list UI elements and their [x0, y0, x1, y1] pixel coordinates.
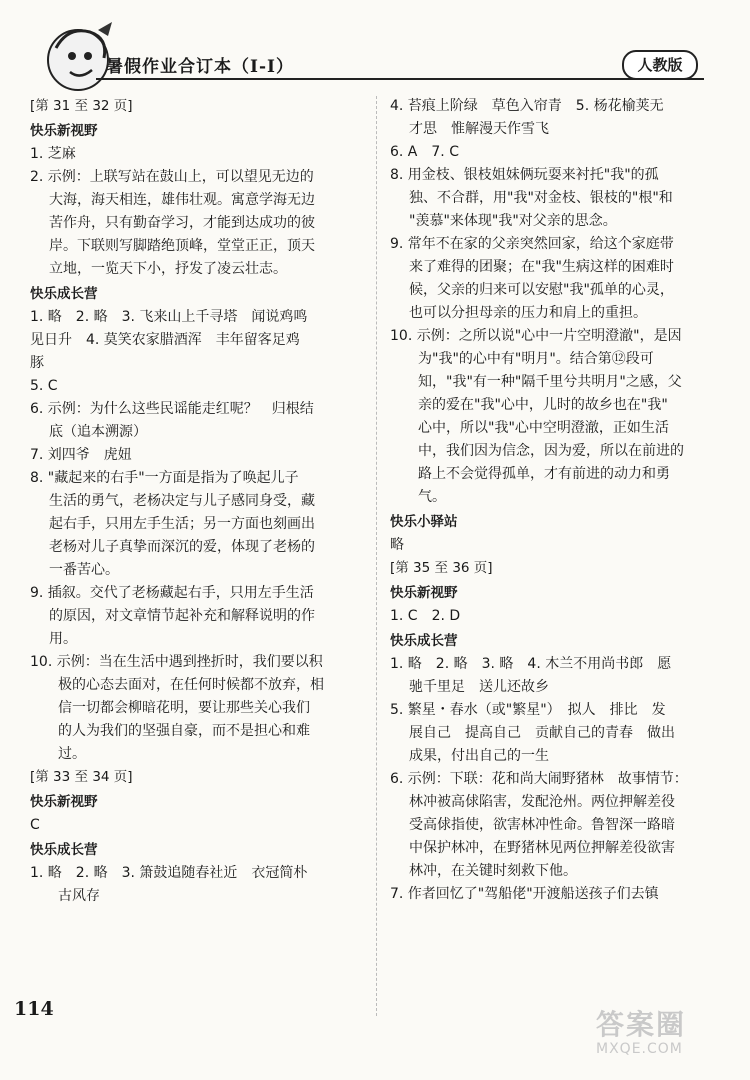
answer-line: 苦作舟，只有勤奋学习，才能到达成功的彼	[49, 215, 315, 231]
answer-line: 老杨对儿子真挚而深沉的爱，体现了老杨的	[49, 539, 315, 555]
answer-line: 1. 略 2. 略 3. 飞来山上千寻塔 闻说鸡鸣	[30, 309, 308, 325]
answer-line: 受高俅指使，欲害林冲性命。鲁智深一路暗	[409, 817, 675, 833]
section-heading: 快乐成长营	[30, 286, 98, 302]
answer-line: 驰千里足 送儿还故乡	[409, 679, 549, 695]
answer-line: 用。	[49, 631, 77, 647]
answer-line: "羡慕"来体现"我"对父亲的思念。	[409, 213, 617, 229]
header-rule	[96, 78, 704, 80]
answer-line: 1. 略 2. 略 3. 略 4. 木兰不用尚书郎 愿	[390, 656, 672, 672]
answer-line: 信一切都会柳暗花明，要让那些关心我们	[58, 700, 310, 716]
answer-line: 一番苦心。	[49, 562, 119, 578]
section-heading: 快乐新视野	[30, 123, 98, 139]
answer-line: 古风存	[58, 888, 100, 904]
watermark-text: 答案圈	[596, 1008, 687, 1041]
watermark-logo	[596, 1003, 686, 1057]
answer-line: 底（追本溯源）	[49, 424, 147, 440]
answer-line: 林冲被高俅陷害，发配沧州。两位押解差役	[409, 794, 675, 810]
answer-line: 10. 示例：当在生活中遇到挫折时，我们要以积	[30, 654, 323, 670]
answer-line: C	[30, 817, 40, 833]
edition-badge: 人教版	[622, 50, 698, 80]
answer-line: 5. 繁星・春水（或"繁星"） 拟人 排比 发	[390, 702, 666, 718]
answer-line: 为"我"的心中有"明月"。结合第⑫段可	[418, 351, 654, 367]
answer-line: 4. 苔痕上阶绿 草色入帘青 5. 杨花榆荚无	[390, 98, 664, 114]
answer-line: 极的心态去面对，在任何时候都不放弃，相	[58, 677, 324, 693]
answer-line: 略	[390, 537, 404, 553]
answer-line: 展自己 提高自己 贡献自己的青春 做出	[409, 725, 675, 741]
answer-line: 生活的勇气，老杨决定与儿子感同身受，藏	[49, 493, 315, 509]
answer-line: 来了难得的团聚；在"我"生病这样的困难时	[409, 259, 674, 275]
answer-line: 过。	[58, 746, 86, 762]
page-range-31-32: [第 31 至 32 页]	[30, 98, 133, 114]
answer-line: 2. 示例：上联写站在鼓山上，可以望见无边的	[30, 169, 314, 185]
left-column	[30, 95, 362, 908]
answer-line: 6. 示例：下联：花和尚大闹野猪林 故事情节：	[390, 771, 688, 787]
right-column	[390, 95, 702, 906]
answer-line: 立地，一览天下小，抒发了凌云壮志。	[49, 261, 287, 277]
answer-line: 1. 芝麻	[30, 146, 76, 162]
answer-line: 1. C 2. D	[390, 608, 461, 624]
answer-line: 1. 略 2. 略 3. 箫鼓追随春社近 衣冠简朴	[30, 865, 308, 881]
section-heading: 快乐新视野	[30, 794, 98, 810]
answer-line: 6. A 7. C	[390, 144, 459, 160]
answer-line: 9. 常年不在家的父亲突然回家，给这个家庭带	[390, 236, 674, 252]
answer-line: 岸。下联则写脚踏绝顶峰，堂堂正正，顶天	[49, 238, 315, 254]
answer-line: 10. 示例：之所以说"心中一片空明澄澈"，是因	[390, 328, 682, 344]
answer-line: 知，"我"有一种"隔千里兮共明月"之感，父	[418, 374, 682, 390]
answer-line: 起右手，只用左手生活；另一方面也刻画出	[49, 516, 315, 532]
answer-line: 气。	[418, 489, 446, 505]
answer-line: 8. "藏起来的右手"一方面是指为了唤起儿子	[30, 470, 299, 486]
section-heading: 快乐成长营	[390, 633, 458, 649]
answer-line: 7. 作者回忆了"驾船佬"开渡船送孩子们去镇	[390, 886, 659, 902]
answer-line: 9. 插叙。交代了老杨藏起右手，只用左手生活	[30, 585, 314, 601]
page-range-33-34: [第 33 至 34 页]	[30, 769, 133, 785]
answer-line: 林冲，在关键时刻救下他。	[409, 863, 577, 879]
answer-line: 也可以分担母亲的压力和肩上的重担。	[409, 305, 647, 321]
watermark-url: MXQE.COM	[596, 1041, 683, 1057]
answer-line: 心中，所以"我"心中空明澄澈，正如生活	[418, 420, 669, 436]
answer-line: 成果，付出自己的一生	[409, 748, 549, 764]
page-header	[0, 0, 750, 92]
answer-line: 亲的爱在"我"心中，儿时的故乡也在"我"	[418, 397, 668, 413]
answer-line: 独、不合群，用"我"对金枝、银枝的"根"和	[409, 190, 673, 206]
section-heading: 快乐成长营	[30, 842, 98, 858]
answer-line: 8. 用金枝、银枝姐妹俩玩耍来衬托"我"的孤	[390, 167, 659, 183]
answer-line: 才思 惟解漫天作雪飞	[409, 121, 549, 137]
book-title: 暑假作业合订本（Ⅰ-Ⅰ）	[106, 57, 294, 77]
answer-line: 中保护林冲，在野猪林见两位押解差役欲害	[409, 840, 675, 856]
section-heading: 快乐小驿站	[390, 514, 458, 530]
answer-line: 路上不会觉得孤单，才有前进的动力和勇	[418, 466, 670, 482]
answer-line: 7. 刘四爷 虎妞	[30, 447, 132, 463]
answer-line: 6. 示例：为什么这些民谣能走红呢？ 归根结	[30, 401, 314, 417]
answer-line: 的原因，对文章情节起补充和解释说明的作	[49, 608, 315, 624]
column-divider	[376, 96, 377, 1016]
answer-line: 中，我们因为信念，因为爱，所以在前进的	[418, 443, 684, 459]
page-range-35-36: [第 35 至 36 页]	[390, 560, 493, 576]
answer-line: 大海，海天相连，雄伟壮观。寓意学海无边	[49, 192, 315, 208]
answer-line: 豚	[30, 355, 44, 371]
section-heading: 快乐新视野	[390, 585, 458, 601]
answer-line: 见日升 4. 莫笑农家腊酒浑 丰年留客足鸡	[30, 332, 300, 348]
answer-line: 5. C	[30, 378, 58, 394]
answer-line: 候，父亲的归来可以安慰"我"孤单的心灵，	[409, 282, 674, 298]
answer-line: 的人为我们的坚强自豪，而不是担心和难	[58, 723, 310, 739]
page-number: 114	[14, 998, 54, 1020]
